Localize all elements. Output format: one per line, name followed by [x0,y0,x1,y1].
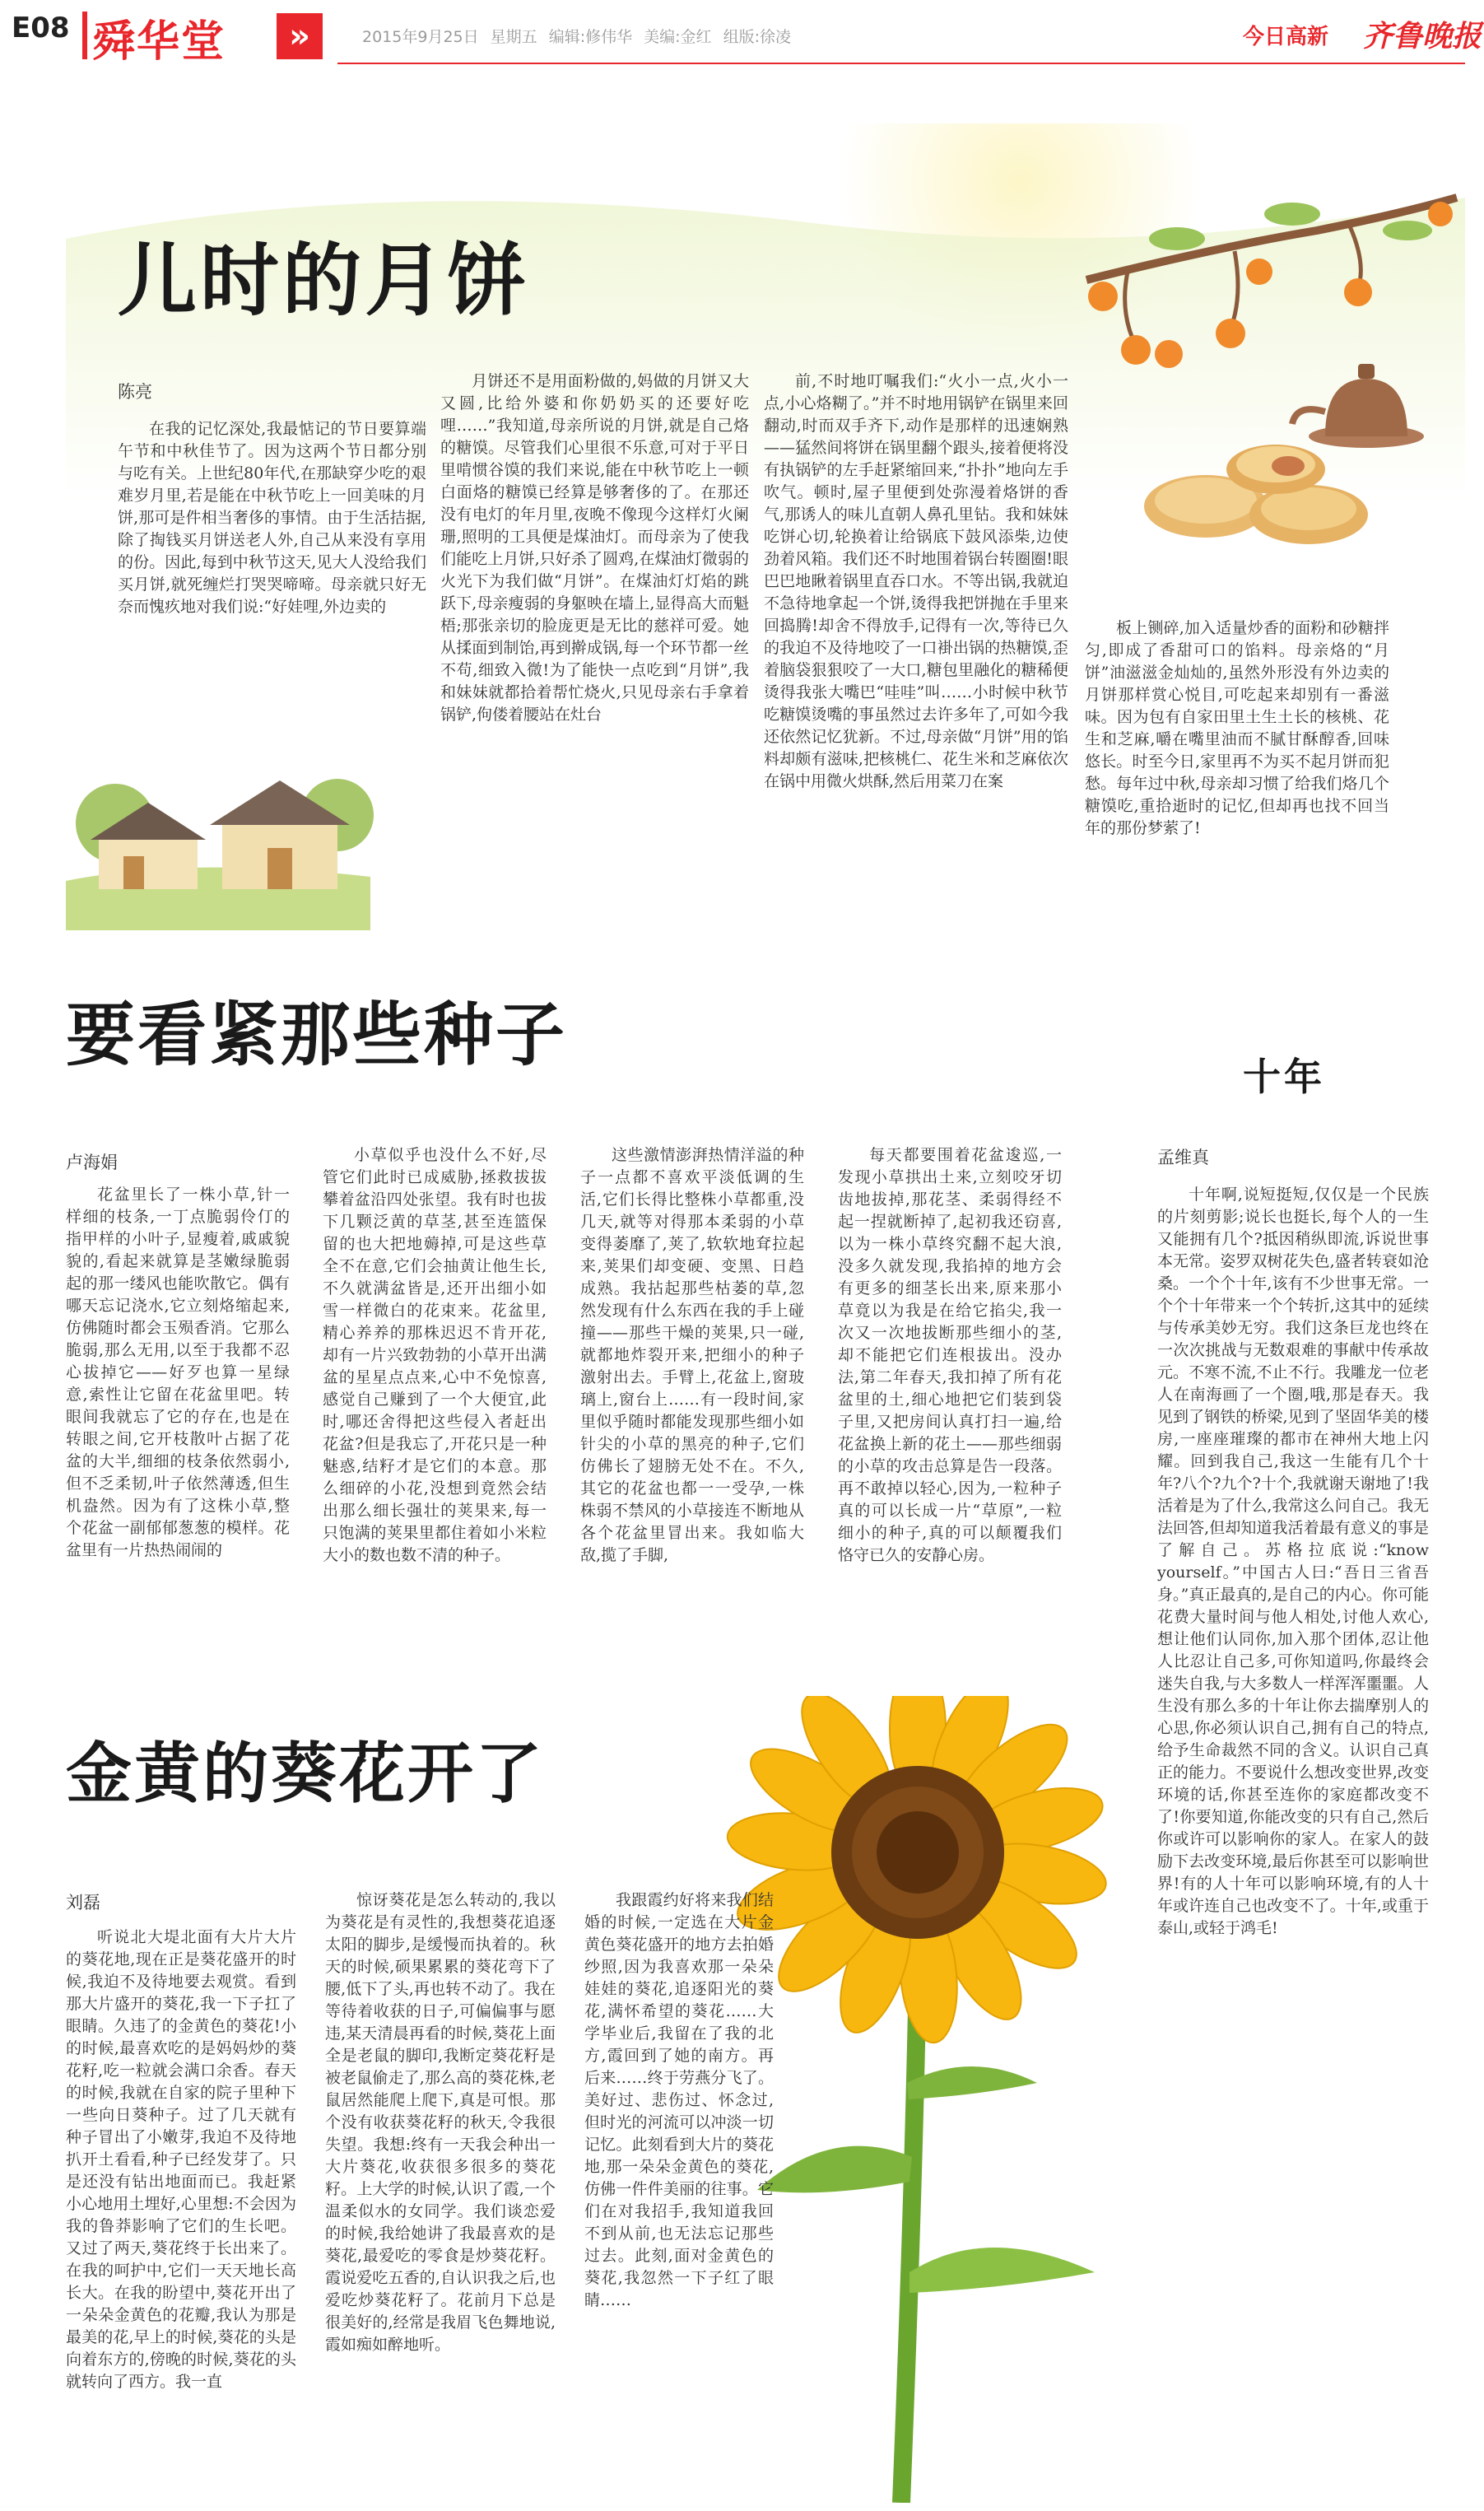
section-arrow-icon: » [277,13,323,59]
masthead-divider [82,12,87,59]
article-column [440,370,749,811]
brand-logo: 齐鲁晚报 [1363,19,1482,54]
article-title: 要看紧那些种子 [66,995,568,1075]
paragraph: 十年啊,说短挺短,仅仅是一个民族的片刻剪影;说长也挺长,每个人的一生又能拥有几个?抵因稍纵即流,诉说世事本无常。姿罗双树花失色,盛者转衰如沧桑。一个个十年,该有不少世事无常。一个个十年带来一个个转折,这其中的延续与传承美妙无穷。我们这条巨龙也终在一次次挑战与无数艰难的事献中传承故元。不寒不流,不止不行。我雕龙一位老人在南海画了一个圈,哦,那是春天。我见到了钢铁的桥梁,见到了坚固华美的楼房,一座座璀璨的都市在神州大地上闪耀。回到我自己,我这一生能有几个十年?八个?九个?十个,我就谢天谢地了!我活着是为了什么,我常这么问自己。我无法回答,但却知道我活着最有意义的事是了解自己。苏格拉底说:“know yourself。”中国古人曰:“吾日三省吾身。”真正最真的,是自己的内心。你可能花费大量时间与他人相处,讨他人欢心,想让他们认同你,加入那个团体,忍让他人比忍让自己多,可你知道吗,你最终会迷失自我,与大多数人一样浑浑噩噩。人生没有那么多的十年让你去揣摩别人的心思,你必须认识自己,拥有自己的特点,给予生命裁然不同的含义。认识自己真正的能力。不要说什么想改变世界,改变环境的话,你甚至连你的家庭都改变不了!你要知道,你能改变的只有自己,然后你或许可以影响你的家人。在家人的鼓励下去改变环境,最后你甚至可以影响世界!有的人十年可以影响环境,有的人十年或许连自己也改变不了。十年,或重于泰山,或轻于鸿毛! [1157,1186,1429,1937]
paragraph: 在我的记忆深处,我最惦记的节日要算端午节和中秋佳节了。因为这两个节日都分别与吃有关。上世纪80年代,在那缺穿少吃的艰难岁月里,若是能在中秋节吃上一回美味的月饼,那可是件相当奢侈的事情。由于生活拮据,除了掏钱买月饼送老人外,自己从来没有享用的份。因此,每到中秋节这天,见大人没给我们买月饼,就死缠烂打哭哭啼啼。母亲就只好无奈而愧疚地对我们说:“好娃哩,外边卖的 [118,420,426,616]
paragraph: 听说北大堤北面有大片大片的葵花地,现在正是葵花盛开的时候,我迫不及待地要去观赏。看到那大片盛开的葵花,我一下子扛了眼睛。久违了的金黄色的葵花!小的时候,最喜欢吃的是妈妈炒的葵花籽,吃一粒就会满口余香。春天的时候,我就在自家的院子里种下一些向日葵种子。过了几天就有种子冒出了小嫩芽,我迫不及待地扒开土看看,种子已经发芽了。只是还没有钻出地面而已。我赶紧小心地用土埋好,心里想:不会因为我的鲁莽影响了它们的生长吧。又过了两天,葵花终于长出来了。在我的呵护中,它们一天天地长高长大。在我的盼望中,葵花开出了一朵朵金黄色的花瓣,我认为那是最美的花,早上的时候,葵花的头是向着东方的,傍晚的时候,葵花的头就转向了西方。我一直 [66,1928,296,2391]
mooncake-teapot-illustration [1128,346,1440,568]
paragraph: 小草似乎也没什么不好,尽管它们此时已成威胁,拯救拔拔攀着盆沿四处张望。我有时也拔下几颗泛黄的草茎,甚至连篮保留的也大把地薅掉,可是这些草全不在意,它们会抽黄让他生长,不久就满盆皆是,还开出细小如雪一样微白的花束来。花盆里,精心养养的那株迟迟不肯开花,却有一片兴致勃勃的小草开出满盆的星星点点来,心中不免惊喜,感觉自己赚到了一个大便宜,此时,哪还舍得把这些侵入者赶出花盆?但是我忘了,开花只是一种魅惑,结籽才是它们的本意。那么细碎的小花,没想到竟然会结出那么细长强壮的荚果来,每一只饱满的荚果里都住着如小米粒大小的数也数不清的种子。 [323,1146,547,1564]
article-column [66,1184,290,1649]
article-title: 十年 [1243,1055,1325,1099]
article-author: 刘磊 [66,1893,100,1912]
paragraph: 惊讶葵花是怎么转动的,我以为葵花是有灵性的,我想葵花追逐太阳的脚步,是缓慢而执着的。秋天的时候,硕果累累的葵花弯下了腰,低下了头,再也转不动了。我在等待着收获的日子,可偏偏事与愿违,某天清晨再看的时候,葵花上面全是老鼠的脚印,我断定葵花籽是被老鼠偷走了,那么高的葵花株,老鼠居然能爬上爬下,真是可恨。那个没有收获葵花籽的秋天,令我很失望。我想:终有一天我会种出一大片葵花,收获很多很多的葵花籽。上大学的时候,认识了霞,一个温柔似水的女同学。我们谈恋爱的时候,我给她讲了我最喜欢的是葵花,最爱吃的零食是炒葵花籽。霞说爱吃五香的,自认识我之后,也爱吃炒葵花籽了。花前月下总是很美好的,经常是我眉飞色舞地说,霞如痴如醉地听。 [325,1891,556,2354]
paragraph: 花盆里长了一株小草,针一样细的枝条,一丁点脆弱伶仃的指甲样的小叶子,显瘦着,戚戚貌貌的,看起来就算是茎嫩绿脆弱起的那一缕风也能吹散它。偶有哪天忘记浇水,它立刻烙缩起来,仿佛随时都会玉殒香消。它那么脆弱,那么无用,以至于我都不忍心拔掉它——好歹也算一星绿意,索性让它留在花盆里吧。转眼间我就忘了它的存在,也是在转眼之间,它开枝散叶占据了花盆的大半,细细的枝条依然弱小,但不乏柔韧,叶子依然薄透,但生机盎然。因为有了这株小草,整个花盆一副郁郁葱葱的模样。花盆里有一片热热闹闹的 [66,1186,290,1559]
today-label: 今日高新 [1243,25,1329,49]
paragraph: 这些激情澎湃热情洋溢的种子一点都不喜欢平淡低调的生活,它们长得比整株小草都重,没几天,就等对得那本柔弱的小草变得萎靡了,荚了,软软地耷拉起来,荚果们却变硬、变黑、日趋成熟。我拈起那些枯萎的草,忽然发现有什么东西在我的手上碰撞——那些干燥的荚果,只一碰,就都地炸裂开来,把细小的种子激射出去。手臂上,花盆上,窗玻璃上,窗台上……有一段时间,家里似乎随时都能发现那些细小如针尖的小草的黑亮的种子,它们仿佛长了翅膀无处不在。不久,其它的花盆也都一一受孕,一株株弱不禁风的小草接连不断地从各个花盆里冒出来。我如临大敌,揽了手脚, [580,1146,804,1564]
article-sunflower [0,1688,1152,2511]
section-name: 舜华堂 [92,17,226,67]
article-column [118,418,426,764]
paragraph: 板上铡碎,加入适量炒香的面粉和砂糖拌匀,即成了香甜可口的馅料。母亲烙的“月饼”油滋滋金灿灿的,虽然外形没有外边卖的月饼那样赏心悦目,可吃起来却别有一番滋味。因为包有自家田里土生土长的核桃、花生和芝麻,嚼在嘴里油而不腻甘酥醇香,回味悠长。时至今日,家里再不为买不起月饼而犯愁。每年过中秋,母亲却习惯了给我们烙几个糖馍吃,重拾逝时的记忆,但却再也找不回当年的那份梦萦了! [1085,619,1389,837]
issue-info: 2015年9月25日 星期五 编辑:修伟华 美编:金红 组版:徐凌 [362,28,791,46]
paragraph: 我跟霞约好将来我们结婚的时候,一定选在大片金黄色葵花盛开的地方去拍婚纱照,因为我喜欢那一朵朵娃娃的葵花,追逐阳光的葵花,满怀希望的葵花……大学毕业后,我留在了我的北方,霞回到了她的南方。再后来……终于劳燕分飞了。美好过、悲伤过、怀念过,但时光的河流可以冲淡一切记忆。此刻看到大片的葵花地,那一朵朵金黄色的葵花,仿佛一件件美丽的往事。它们在对我招手,我知道我回不到从前,也无法忘记那些过去。此刻,面对金黄色的葵花,我忽然一下子红了眼睛…… [584,1891,774,2309]
masthead [0,0,1484,66]
article-title: 金黄的葵花开了 [66,1735,544,1812]
masthead-rule [337,63,1465,64]
article-column [838,1144,1062,1630]
article-column [580,1144,804,1647]
article-mooncake [0,123,1484,930]
article-column [1157,1184,1429,2188]
paragraph: 每天都要围着花盆逡巡,一发现小草拱出土来,立刻咬牙切齿地拔掉,那花茎、柔弱得经不起一捏就断掉了,起初我还窃喜,以为一株小草终究翻不起大浪,没多久就发现,我掐掉的地方会有更多的细茎长出来,原来那小草竟以为我是在给它掐尖,我一次又一次地拔断那些细小的茎,却不能把它们连根拔出。没办法,第二年春天,我扣掉了所有花盆里的土,细心地把它们装到袋子里,又把房间认真打扫一遍,给花盆换上新的花土——那些细弱的小草的攻击总算是告一段落。再不敢掉以轻心,因为,一粒种子真的可以长成一片“草原”,一粒细小的种子,真的可以颠覆我们恪守已久的安静心房。 [838,1146,1062,1564]
article-author: 陈亮 [118,382,152,402]
article-author: 卢海娟 [66,1153,118,1172]
article-column [764,370,1068,1009]
article-column [325,1889,556,2503]
article-author: 孟维真 [1157,1148,1209,1167]
article-ten-years [1144,1037,1473,2190]
article-column [1085,617,1389,1009]
article-seeds [0,971,1128,1655]
article-title: 儿时的月饼 [118,235,529,327]
paragraph: 前,不时地叮嘱我们:“火小一点,火小一点,小心烙糊了。”并不时地用锅铲在锅里来回翻动,时而双手齐下,动作是那样的迅速娴熟——猛然间将饼在锅里翻个跟头,接着便将没有执锅铲的左手赶紧缩回来,“扑扑”地向左手吹气。顿时,屋子里便到处弥漫着烙饼的香气,那诱人的味儿直朝人鼻孔里钻。我和妹妹吃饼心切,轮换着让给锅底下鼓风添柴,边使劲着风箱。我们还不时地围着锅台转圈圈!眼巴巴地瞅着锅里直吞口水。不等出锅,我就迫不急待地拿起一个饼,烫得我把饼抛在手里来回捣腾!却舍不得放手,记得有一次,等待已久的我迫不及待地咬了一口褂出锅的热糖馍,歪着脑袋狠狠咬了一大口,糖包里融化的糖稀便烫得我张大嘴巴“哇哇”叫……小时候中秋节吃糖馍烫嘴的事虽然过去许多年了,可如今我还依然记忆犹新。不过,母亲做“月饼”用的馅料却颇有滋味,把核桃仁、花生米和芝麻依次在锅中用微火烘酥,然后用菜刀在案 [764,372,1068,790]
article-column [323,1144,547,1647]
page-number: E08 [12,12,70,44]
article-column [584,1889,774,2503]
paragraph: 月饼还不是用面粉做的,妈做的月饼又大又圆,比给外婆和你奶奶买的还要好吃哩……”我知道,母亲所说的月饼,就是自己烙的糖馍。尽管我们心里很不乐意,可对于平日里啃惯谷馍的我们来说,能在中秋节吃上一顿白面烙的糖馍已经算是够奢侈的了。在那还没有电灯的年月里,夜晚不像现今这样灯火阑珊,照明的工具便是煤油灯。而母亲为了使我们能吃上月饼,只好杀了圆鸡,在煤油灯微弱的火光下为我们做“月饼”。在煤油灯灯焰的跳跃下,母亲瘦弱的身躯映在墙上,显得高大而魁梧;那张亲切的脸庞更是无比的慈祥可爱。她从揉面到制饴,再到擀成锅,每一个环节都一丝不苟,细致入微!为了能快一点吃到“月饼”,我和妹妹就都拾着帮忙烧火,只见母亲右手拿着锅铲,佝偻着腰站在灶台 [440,372,749,724]
article-column [66,1926,296,2503]
